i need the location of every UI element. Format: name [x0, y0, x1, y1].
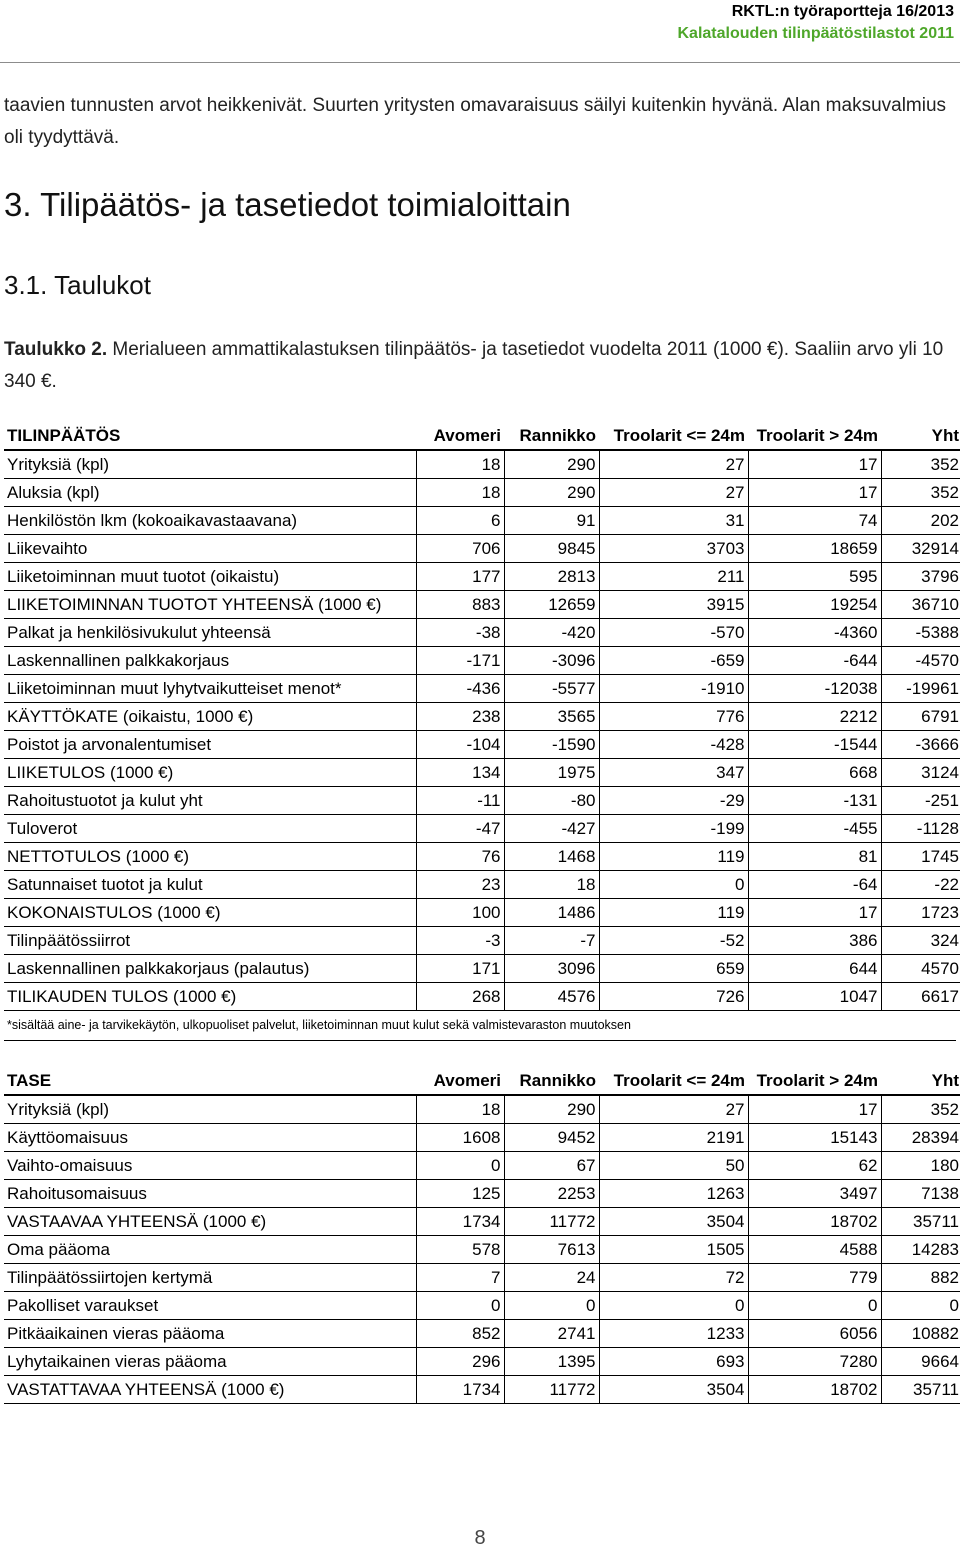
- table-row: [4, 871, 960, 899]
- row-label: Oma pääoma: [4, 1236, 416, 1264]
- table-cell: 6617: [881, 983, 960, 1011]
- table-cell: -80: [504, 787, 599, 815]
- caption-label: Taulukko 2.: [4, 339, 108, 360]
- row-label: VASTAAVAA YHTEENSÄ (1000 €): [4, 1208, 416, 1236]
- table-cell: 1468: [504, 843, 599, 871]
- table-row: [4, 759, 960, 787]
- table-cell: 134: [416, 759, 504, 787]
- table-cell: 386: [748, 927, 881, 955]
- table-cell: -131: [748, 787, 881, 815]
- table-cell: 3096: [504, 955, 599, 983]
- table-cell: 0: [881, 1292, 960, 1320]
- table-cell: 578: [416, 1236, 504, 1264]
- table-cell: 2253: [504, 1180, 599, 1208]
- table-row: [4, 450, 960, 479]
- table-cell: 352: [881, 1095, 960, 1124]
- table-header-row: [4, 1067, 960, 1095]
- table-cell: 177: [416, 563, 504, 591]
- row-label: Pakolliset varaukset: [4, 1292, 416, 1320]
- table-cell: 4570: [881, 955, 960, 983]
- header-divider: [0, 62, 960, 63]
- table-cell: 17: [748, 479, 881, 507]
- row-label: NETTOTULOS (1000 €): [4, 843, 416, 871]
- report-title: Kalatalouden tilinpäätöstilastot 2011: [677, 25, 954, 42]
- table-cell: 3497: [748, 1180, 881, 1208]
- table-cell: -3: [416, 927, 504, 955]
- row-label: Poistot ja arvonalentumiset: [4, 731, 416, 759]
- table-cell: 18702: [748, 1376, 881, 1404]
- table-cell: 347: [599, 759, 748, 787]
- table-cell: -12038: [748, 675, 881, 703]
- table-cell: 2741: [504, 1320, 599, 1348]
- footnote-row: [4, 1011, 960, 1040]
- table-cell: 6791: [881, 703, 960, 731]
- table-cell: 18: [504, 871, 599, 899]
- table-cell: 211: [599, 563, 748, 591]
- column-header: Yht: [881, 1067, 960, 1095]
- table-cell: 12659: [504, 591, 599, 619]
- table-cell: -19961: [881, 675, 960, 703]
- table-cell: -104: [416, 731, 504, 759]
- table-cell: 706: [416, 535, 504, 563]
- table-cell: -11: [416, 787, 504, 815]
- table-cell: -570: [599, 619, 748, 647]
- column-header: Rannikko: [504, 422, 599, 450]
- table-header-row: [4, 422, 960, 450]
- table-row: [4, 815, 960, 843]
- table-cell: -428: [599, 731, 748, 759]
- table-cell: 36710: [881, 591, 960, 619]
- table-cell: -1590: [504, 731, 599, 759]
- table-cell: 1263: [599, 1180, 748, 1208]
- table-cell: 28394: [881, 1124, 960, 1152]
- table-row: [4, 787, 960, 815]
- row-label: Laskennallinen palkkakorjaus: [4, 647, 416, 675]
- row-label: Palkat ja henkilösivukulut yhteensä: [4, 619, 416, 647]
- table-cell: 67: [504, 1152, 599, 1180]
- table-cell: 27: [599, 1095, 748, 1124]
- table-cell: 7613: [504, 1236, 599, 1264]
- table-title-cell: TASE: [4, 1067, 416, 1095]
- table-cell: 3915: [599, 591, 748, 619]
- table-cell: 9845: [504, 535, 599, 563]
- row-label: LIIKETOIMINNAN TUOTOT YHTEENSÄ (1000 €): [4, 591, 416, 619]
- table-cell: 268: [416, 983, 504, 1011]
- table-cell: 11772: [504, 1208, 599, 1236]
- table-cell: 81: [748, 843, 881, 871]
- column-header: Troolarit > 24m: [748, 1067, 881, 1095]
- table-cell: 1745: [881, 843, 960, 871]
- table-cell: 352: [881, 450, 960, 479]
- table-row: [4, 563, 960, 591]
- table-cell: -47: [416, 815, 504, 843]
- table-cell: 0: [504, 1292, 599, 1320]
- table-cell: 668: [748, 759, 881, 787]
- table-cell: 779: [748, 1264, 881, 1292]
- row-label: Käyttöomaisuus: [4, 1124, 416, 1152]
- table-cell: 883: [416, 591, 504, 619]
- tilinpaatos-table: [4, 422, 960, 1039]
- table-cell: 72: [599, 1264, 748, 1292]
- table-cell: 0: [748, 1292, 881, 1320]
- row-label: LIIKETULOS (1000 €): [4, 759, 416, 787]
- section-heading: 3. Tilipäätös- ja tasetiedot toimialoittain: [4, 186, 571, 223]
- table-cell: 202: [881, 507, 960, 535]
- table-cell: 3124: [881, 759, 960, 787]
- table-cell: -5577: [504, 675, 599, 703]
- table-cell: -420: [504, 619, 599, 647]
- table-cell: 91: [504, 507, 599, 535]
- table-cell: 18: [416, 1095, 504, 1124]
- table-cell: -29: [599, 787, 748, 815]
- table-cell: -3666: [881, 731, 960, 759]
- table-cell: 74: [748, 507, 881, 535]
- caption-text: Merialueen ammattikalastuksen tilinpäätös- ja tasetiedot vuodelta 2011 (1000 €). Saaliin arvo yli 10 340 €.: [4, 339, 944, 392]
- table-cell: 10882: [881, 1320, 960, 1348]
- table-cell: 180: [881, 1152, 960, 1180]
- row-label: Satunnaiset tuotot ja kulut: [4, 871, 416, 899]
- table-cell: 3565: [504, 703, 599, 731]
- table-cell: -5388: [881, 619, 960, 647]
- table-cell: -1128: [881, 815, 960, 843]
- table-cell: 6: [416, 507, 504, 535]
- table-cell: 296: [416, 1348, 504, 1376]
- row-label: Lyhytaikainen vieras pääoma: [4, 1348, 416, 1376]
- table-cell: 14283: [881, 1236, 960, 1264]
- table-cell: -22: [881, 871, 960, 899]
- table-row: [4, 1292, 960, 1320]
- subsection-heading: 3.1. Taulukot: [4, 270, 151, 300]
- intro-paragraph: taavien tunnusten arvot heikkenivät. Suurten yritysten omavaraisuus säilyi kuitenkin hyvänä. Alan maksuvalmius oli tyydyttävä.: [4, 95, 947, 148]
- table-cell: 17: [748, 450, 881, 479]
- column-header: Troolarit <= 24m: [599, 422, 748, 450]
- row-label: Pitkäaikainen vieras pääoma: [4, 1320, 416, 1348]
- row-label: Liiketoiminnan muut lyhytvaikutteiset menot*: [4, 675, 416, 703]
- column-header: Troolarit <= 24m: [599, 1067, 748, 1095]
- report-series-title: RKTL:n työraportteja 16/2013: [731, 3, 954, 20]
- row-label: Yrityksiä (kpl): [4, 1095, 416, 1124]
- table-row: [4, 927, 960, 955]
- table-cell: 644: [748, 955, 881, 983]
- row-label: VASTATTAVAA YHTEENSÄ (1000 €): [4, 1376, 416, 1404]
- table-cell: 3504: [599, 1376, 748, 1404]
- table-cell: 726: [599, 983, 748, 1011]
- column-header: Rannikko: [504, 1067, 599, 1095]
- table-cell: 1975: [504, 759, 599, 787]
- tase-table: [4, 1067, 960, 1404]
- column-header: Avomeri: [416, 1067, 504, 1095]
- table-row: [4, 1152, 960, 1180]
- table-row: [4, 479, 960, 507]
- table-cell: 9452: [504, 1124, 599, 1152]
- table-cell: 62: [748, 1152, 881, 1180]
- table-cell: 18702: [748, 1208, 881, 1236]
- table-cell: -4570: [881, 647, 960, 675]
- table-cell: 290: [504, 1095, 599, 1124]
- table-cell: 659: [599, 955, 748, 983]
- table-cell: 1505: [599, 1236, 748, 1264]
- table-cell: 35711: [881, 1208, 960, 1236]
- table-row: [4, 983, 960, 1011]
- column-header: Troolarit > 24m: [748, 422, 881, 450]
- table-cell: 23: [416, 871, 504, 899]
- table-cell: 18: [416, 450, 504, 479]
- table-cell: 3504: [599, 1208, 748, 1236]
- table-cell: -3096: [504, 647, 599, 675]
- table-row: [4, 1348, 960, 1376]
- table-row: [4, 591, 960, 619]
- table-cell: -659: [599, 647, 748, 675]
- table-cell: 119: [599, 843, 748, 871]
- table-caption: [4, 334, 954, 398]
- table-cell: 27: [599, 479, 748, 507]
- row-label: Yrityksiä (kpl): [4, 450, 416, 479]
- table-cell: 3796: [881, 563, 960, 591]
- table-cell: -1910: [599, 675, 748, 703]
- table-row: [4, 1264, 960, 1292]
- table-cell: 0: [416, 1152, 504, 1180]
- row-label: TILIKAUDEN TULOS (1000 €): [4, 983, 416, 1011]
- table-cell: -38: [416, 619, 504, 647]
- table-row: [4, 1208, 960, 1236]
- table-cell: 15143: [748, 1124, 881, 1152]
- row-label: Vaihto-omaisuus: [4, 1152, 416, 1180]
- row-label: Tilinpäätössiirrot: [4, 927, 416, 955]
- table-cell: 24: [504, 1264, 599, 1292]
- table-cell: 0: [599, 1292, 748, 1320]
- table-cell: 290: [504, 450, 599, 479]
- table-cell: 100: [416, 899, 504, 927]
- table-cell: 17: [748, 899, 881, 927]
- table-row: [4, 1320, 960, 1348]
- table-row: [4, 1124, 960, 1152]
- page-number: 8: [474, 1527, 486, 1549]
- table-cell: 852: [416, 1320, 504, 1348]
- column-header: Avomeri: [416, 422, 504, 450]
- table-cell: 19254: [748, 591, 881, 619]
- table-cell: 76: [416, 843, 504, 871]
- table-row: [4, 703, 960, 731]
- table-cell: 1486: [504, 899, 599, 927]
- table-row: [4, 675, 960, 703]
- row-label: Rahoitustuotot ja kulut yht: [4, 787, 416, 815]
- row-label: KÄYTTÖKATE (oikaistu, 1000 €): [4, 703, 416, 731]
- table-cell: 7280: [748, 1348, 881, 1376]
- table-cell: 1723: [881, 899, 960, 927]
- table-row: [4, 899, 960, 927]
- row-label: Aluksia (kpl): [4, 479, 416, 507]
- table-cell: 7138: [881, 1180, 960, 1208]
- row-label: Rahoitusomaisuus: [4, 1180, 416, 1208]
- page-header: [677, 2, 954, 46]
- table-cell: 290: [504, 479, 599, 507]
- table-cell: 882: [881, 1264, 960, 1292]
- table-cell: 693: [599, 1348, 748, 1376]
- table-cell: 1608: [416, 1124, 504, 1152]
- table-cell: 27: [599, 450, 748, 479]
- table-cell: 9664: [881, 1348, 960, 1376]
- row-label: Tuloverot: [4, 815, 416, 843]
- table-cell: 1734: [416, 1208, 504, 1236]
- table-cell: 32914: [881, 535, 960, 563]
- table-row: [4, 619, 960, 647]
- table-cell: 1047: [748, 983, 881, 1011]
- table-title-cell: TILINPÄÄTÖS: [4, 422, 416, 450]
- table-cell: 7: [416, 1264, 504, 1292]
- table-cell: 18659: [748, 535, 881, 563]
- table-cell: 1734: [416, 1376, 504, 1404]
- table-cell: 4576: [504, 983, 599, 1011]
- table-cell: 0: [416, 1292, 504, 1320]
- table-cell: 2191: [599, 1124, 748, 1152]
- table-cell: 6056: [748, 1320, 881, 1348]
- table-cell: 17: [748, 1095, 881, 1124]
- table-separator: [4, 1040, 956, 1041]
- table-cell: -4360: [748, 619, 881, 647]
- table-cell: 1395: [504, 1348, 599, 1376]
- row-label: Tilinpäätössiirtojen kertymä: [4, 1264, 416, 1292]
- table-cell: 324: [881, 927, 960, 955]
- table-cell: 35711: [881, 1376, 960, 1404]
- table-cell: -64: [748, 871, 881, 899]
- table-cell: -251: [881, 787, 960, 815]
- table-row: [4, 1376, 960, 1404]
- table-row: [4, 1095, 960, 1124]
- table-cell: 1233: [599, 1320, 748, 1348]
- table-cell: 238: [416, 703, 504, 731]
- table-cell: 3703: [599, 535, 748, 563]
- table-cell: 11772: [504, 1376, 599, 1404]
- table-cell: 4588: [748, 1236, 881, 1264]
- table-cell: -455: [748, 815, 881, 843]
- table-row: [4, 535, 960, 563]
- column-header: Yht: [881, 422, 960, 450]
- table-cell: 18: [416, 479, 504, 507]
- table-cell: 0: [599, 871, 748, 899]
- table-row: [4, 955, 960, 983]
- table-row: [4, 1236, 960, 1264]
- row-label: Liiketoiminnan muut tuotot (oikaistu): [4, 563, 416, 591]
- table-cell: -7: [504, 927, 599, 955]
- table-cell: 595: [748, 563, 881, 591]
- table-cell: 50: [599, 1152, 748, 1180]
- table-row: [4, 507, 960, 535]
- table-row: [4, 843, 960, 871]
- table-cell: 776: [599, 703, 748, 731]
- table-footnote: *sisältää aine- ja tarvikekäytön, ulkopuoliset palvelut, liiketoiminnan muut kulut sekä valmistevaraston muutoksen: [7, 1018, 631, 1032]
- table-cell: 352: [881, 479, 960, 507]
- table-cell: -644: [748, 647, 881, 675]
- table-cell: -427: [504, 815, 599, 843]
- table-cell: 31: [599, 507, 748, 535]
- table-cell: -171: [416, 647, 504, 675]
- table-cell: -1544: [748, 731, 881, 759]
- table-cell: -199: [599, 815, 748, 843]
- table-cell: 2813: [504, 563, 599, 591]
- row-label: Liikevaihto: [4, 535, 416, 563]
- table-row: [4, 731, 960, 759]
- table-cell: 2212: [748, 703, 881, 731]
- table-cell: 119: [599, 899, 748, 927]
- row-label: Henkilöstön lkm (kokoaikavastaavana): [4, 507, 416, 535]
- table-row: [4, 647, 960, 675]
- row-label: Laskennallinen palkkakorjaus (palautus): [4, 955, 416, 983]
- table-cell: 171: [416, 955, 504, 983]
- table-cell: -52: [599, 927, 748, 955]
- table-cell: 125: [416, 1180, 504, 1208]
- row-label: KOKONAISTULOS (1000 €): [4, 899, 416, 927]
- table-cell: -436: [416, 675, 504, 703]
- table-row: [4, 1180, 960, 1208]
